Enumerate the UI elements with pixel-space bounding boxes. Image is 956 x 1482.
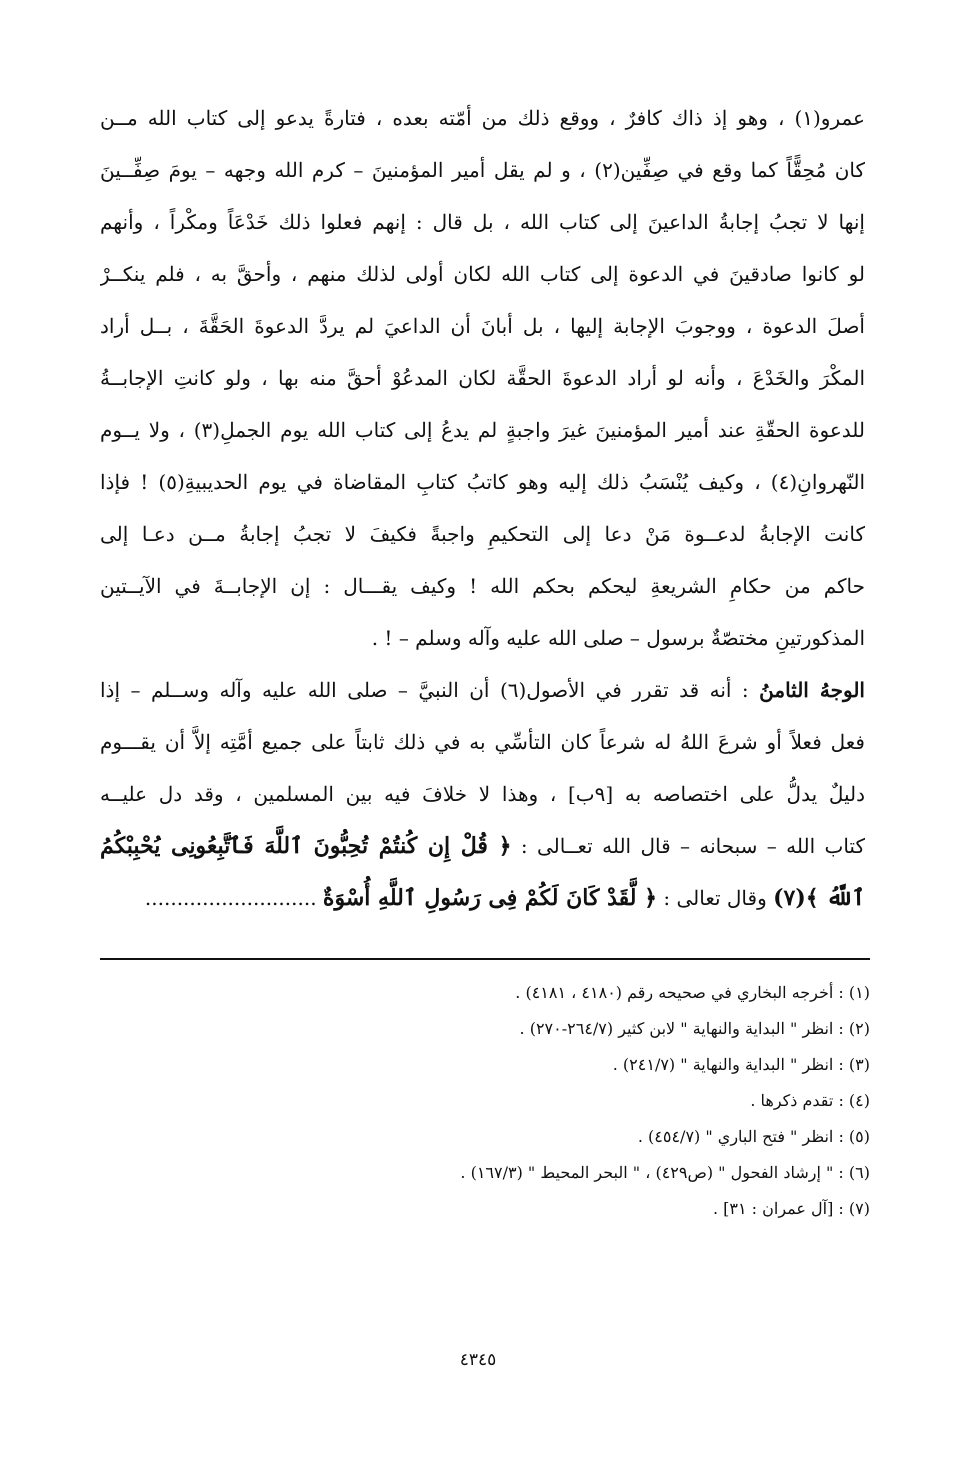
text-line: النّهروانِ(٤) ، وكيف يُنْسَبُ ذلك إليه وهو كاتبُ كتابِ المقاضاة في يوم الحديبيةِ(٥) ! فإذا xyxy=(100,470,865,494)
section-first-line xyxy=(100,664,865,716)
quran-verse-end: ٱللَّهُ ﴾(٧) xyxy=(773,885,865,911)
text-line: لو كانوا صادقينَ في الدعوة إلى كتاب الله لكان أولى لذلك منهم ، وأحقَّ به ، فلم ينكــرْ xyxy=(100,262,865,286)
text-line: للدعوة الحقّةِ عند أمير المؤمنينَ غيرَ واجبةٍ لم يدعُ إلى كتاب الله يوم الجملِ(٣) ، ولا يــوم xyxy=(100,418,865,442)
footnote: (٢) : انظر " البداية والنهاية " لابن كثير (٢٦٤/٧-٢٧٠) . xyxy=(519,1019,870,1038)
text-line: فعل فعلاً أو شرعَ اللهُ له شرعاً كان التأسِّي به في ذلك ثابتاً على جميع أمَّتِه إلاَّ أن يقـــوم xyxy=(100,730,865,754)
text-line: المكْرَ والخَدْعَ ، وأنه لو أراد الدعوةَ الحقَّة لكان المدعُوْ أحقَّ منه بها ، ولو كانتِ الإجابــةُ xyxy=(100,366,865,390)
footnote: (٧) : [آل عمران : ٣١] . xyxy=(712,1199,870,1218)
main-text xyxy=(100,92,865,924)
quran-verse: ﴿ قُلْ إِن كُنتُمْ تُحِبُّونَ ٱللَّهَ فَٱتَّبِعُونِى يُحْبِبْكُمُ xyxy=(100,833,512,859)
footnotes xyxy=(100,975,870,1227)
text-line: المذكورتينِ مختصّةٌ برسول – صلى الله عليه وآله وسلم – ! . xyxy=(371,626,865,650)
footnote: (٣) : انظر " البداية والنهاية " (٢٤١/٧) . xyxy=(612,1055,870,1074)
text-line: إنها لا تجبُ إجابةُ الداعينَ إلى كتاب الله ، بل قال : إنهم فعلوا ذلك خَدْعَاً ومكْراً ، وأنهم xyxy=(100,210,865,234)
quran-verse: ﴿ لَّقَدْ كَانَ لَكُمْ فِى رَسُولِ ٱللَّهِ أُسْوَةٌ xyxy=(322,885,658,911)
text-line: أصلَ الدعوة ، ووجوبَ الإجابة إليها ، بل أبانَ أن الداعيَ لم يردَّ الدعوةَ الحَقَّةَ ، بــل أراد xyxy=(100,314,865,338)
text-span: كتاب الله – سبحانه – قال الله تعــالى : xyxy=(520,834,865,858)
footnote: (٦) : " إرشاد الفحول " (ص٤٢٩) ، " البحر المحيط " (١٦٧/٣) . xyxy=(460,1163,870,1182)
text-line: دليلٌ يدلُّ على اختصاصه به [٩ب] ، وهذا لا خلافَ فيه بين المسلمين ، وقد دل عليــه xyxy=(100,782,865,806)
footnote: (١) : أخرجه البخاري في صحيحه رقم (٤١٨٠ ، ٤١٨١) . xyxy=(515,983,870,1002)
footnote-divider xyxy=(100,958,870,960)
text-line: كان مُحِقًّاً كما وقع في صِفِّين(٢) ، و لم يقل أمير المؤمنينَ – كرم الله وجهه – يومَ صِفِّــينَ xyxy=(100,158,865,182)
footnote: (٤) : تقدم ذكرها . xyxy=(750,1091,870,1110)
page-number: ٤٣٤٥ xyxy=(459,1350,497,1370)
text-line: حاكم من حكامِ الشريعةِ ليحكم بحكم الله ! وكيف يقـــال : إن الإجابــةَ في الآيــتين xyxy=(100,574,865,598)
text-line: كانت الإجابةُ لدعــوة مَنْ دعا إلى التحكيمِ واجبةً فكيفَ لا تجبُ إجابةُ مــن دعـا إلى xyxy=(100,522,865,546)
verse-line xyxy=(100,872,865,924)
section-heading: الوجهُ الثامنُ xyxy=(759,678,865,702)
verse-line xyxy=(100,820,865,872)
connector-text: وقال تعالى : xyxy=(663,886,767,910)
ellipsis: ........................... xyxy=(144,886,317,910)
footnote: (٥) : انظر " فتح الباري " (٤٥٤/٧) . xyxy=(637,1127,870,1146)
text-span: : أنه قد تقرر في الأصول(٦) أن النبيَّ – صلى الله عليه وآله وســلم – إذا xyxy=(100,678,749,702)
text-line: عمرو(١) ، وهو إذ ذاك كافرٌ ، ووقع ذلك من أمّته بعده ، فتارةً يدعو إلى كتاب الله مــن xyxy=(100,106,865,130)
